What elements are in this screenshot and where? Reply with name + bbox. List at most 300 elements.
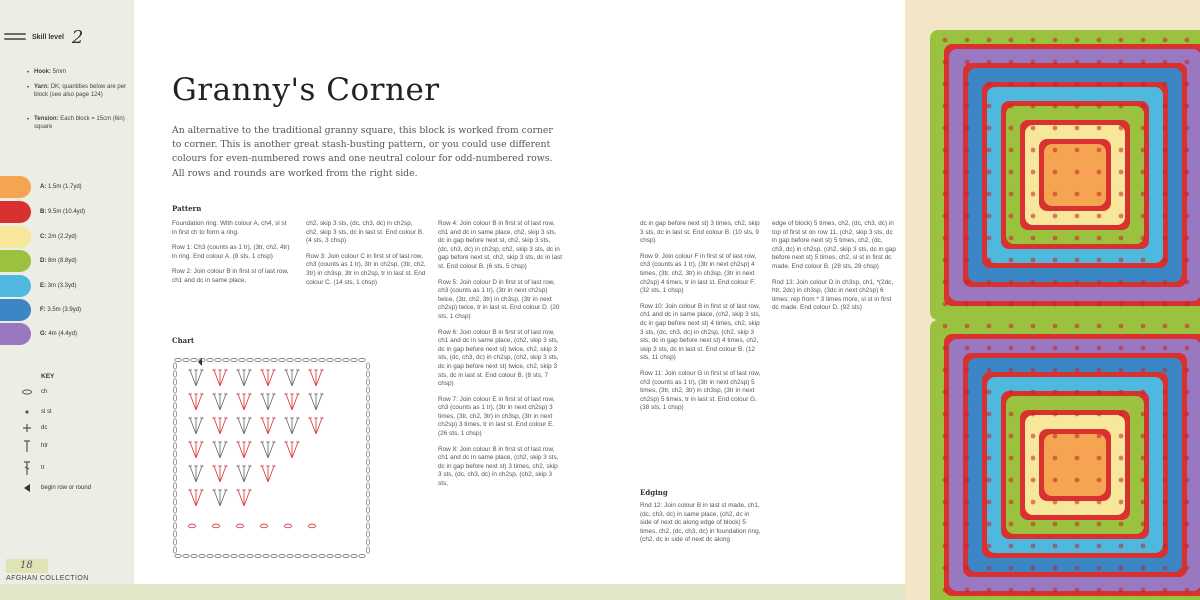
chart-chain-stitch [366, 539, 369, 545]
chart-treble-stitch [212, 490, 220, 506]
colour-swatch-row [0, 176, 134, 198]
chart-treble-stitch [292, 442, 300, 458]
photo-stitch-dot [1163, 456, 1168, 461]
photo-stitch-dot [1097, 324, 1102, 329]
chart-treble-stitch [316, 370, 324, 386]
photo-stitch-dot [1009, 148, 1014, 153]
chart-chain-stitch [366, 371, 369, 377]
photo-stitch-dot [1075, 214, 1080, 219]
photo-stitch-dot [1097, 368, 1102, 373]
chart-chain-stitch [366, 507, 369, 513]
pattern-paragraph: Row 6: Join colour B in first st of last row, ch1 and dc in same place, (ch2, skip 3 sts, dc in gap before next st) twice, ch2, skip 3 sts, (dc, ch3, dc) in ch2sp, (ch2, skip 3 sts, dc in gap before next st) twice, ch2, skip 3 sts, dc in last st. End colour B. (8 sts, 7 chsp) [438, 328, 559, 388]
photo-stitch-dot [1185, 126, 1190, 131]
photo-stitch-dot [965, 588, 970, 593]
chart-chain-stitch [173, 387, 176, 393]
colour-amount-value: 4m (4.4yd) [48, 331, 78, 337]
photo-stitch-dot [1009, 412, 1014, 417]
photo-stitch-dot [1185, 324, 1190, 329]
photo-stitch-dot [1119, 82, 1124, 87]
chart-chain-stitch [173, 451, 176, 457]
chart-treble-stitch [194, 442, 198, 458]
key-label: sl st [41, 409, 52, 415]
colour-swatch [0, 176, 31, 198]
chart-treble-stitch [308, 370, 316, 386]
photo-stitch-dot [1119, 434, 1124, 439]
chart-chain-stitch [287, 358, 293, 361]
photo-stitch-dot [1097, 170, 1102, 175]
photo-stitch-dot [965, 412, 970, 417]
htr-icon [18, 440, 36, 452]
photo-stitch-dot [1009, 38, 1014, 43]
chart-chain-stitch [263, 358, 269, 361]
photo-stitch-dot [1009, 346, 1014, 351]
photo-stitch-dot [1031, 478, 1036, 483]
photo-stitch-dot [943, 346, 948, 351]
colour-swatch [0, 250, 31, 272]
photo-stitch-dot [1119, 170, 1124, 175]
photo-stitch-dot [1075, 544, 1080, 549]
chart-chain-stitch [359, 358, 365, 361]
photo-stitch-dot [943, 60, 948, 65]
photo-stitch-dot [965, 236, 970, 241]
chart-treble-stitch [284, 442, 292, 458]
chart-treble-stitch [196, 490, 204, 506]
chart-treble-stitch [212, 370, 220, 386]
photo-stitch-dot [1141, 390, 1146, 395]
chart-treble-stitch [314, 394, 318, 410]
photo-stitch-dot [965, 148, 970, 153]
pattern-paragraph: Row 5: Join colour D in first st of last row, ch3 (counts as 1 tr), (3tr in next ch2sp) twice, (3tr, ch2, 3tr) in ch3sp, (3tr in next ch2sp) twice, tr in last st. End colour D. (20 sts, 1 chsp) [438, 278, 560, 320]
chart-chain-stitch [319, 554, 325, 557]
pattern-column-3 [438, 220, 562, 496]
chart-chain-stitch [366, 523, 369, 529]
chart-treble-stitch [244, 370, 252, 386]
photo-stitch-dot [1141, 38, 1146, 43]
chart-treble-stitch [236, 442, 244, 458]
hook-label: Hook: [34, 69, 51, 75]
chart-treble-stitch [242, 370, 246, 386]
chart-treble-stitch [220, 490, 228, 506]
colour-swatch [0, 226, 31, 248]
hook-info [27, 69, 130, 77]
colour-swatch-row [0, 226, 134, 248]
photo-stitch-dot [943, 192, 948, 197]
photo-stitch-dot [1075, 478, 1080, 483]
chart-treble-stitch [212, 418, 220, 434]
chart-chain-stitch [191, 554, 197, 557]
photo-stitch-dot [1053, 258, 1058, 263]
photo-stitch-dot [1031, 280, 1036, 285]
chart-treble-stitch [268, 370, 276, 386]
photo-stitch-dot [1119, 38, 1124, 43]
photo-stitch-dot [1185, 544, 1190, 549]
photo-stitch-dot [1053, 390, 1058, 395]
photo-stitch-dot [1119, 60, 1124, 65]
colour-swatch [0, 323, 31, 345]
photo-stitch-dot [1009, 566, 1014, 571]
chart-heading: Chart [172, 336, 195, 345]
photo-stitch-dot [1009, 522, 1014, 527]
photo-stitch-dot [943, 588, 948, 593]
colour-swatch-row [0, 299, 134, 321]
crochet-chart-diagram [172, 356, 372, 562]
chart-treble-stitch [220, 466, 228, 482]
chart-treble-stitch [268, 418, 276, 434]
photo-stitch-dot [1185, 368, 1190, 373]
photo-stitch-dot [1075, 236, 1080, 241]
chart-treble-stitch [244, 442, 252, 458]
colour-letter: A: [40, 184, 48, 190]
skill-level [4, 26, 83, 48]
colour-amount-value: 3.5m (3.9yd) [47, 307, 82, 313]
chart-chain-stitch [173, 531, 176, 537]
photo-stitch-dot [1185, 522, 1190, 527]
chart-chain-stitch [366, 467, 369, 473]
photo-stitch-dot [965, 82, 970, 87]
photo-stitch-dot [987, 82, 992, 87]
photo-stitch-dot [1031, 126, 1036, 131]
chart-treble-stitch [268, 394, 276, 410]
photo-stitch-dot [1053, 148, 1058, 153]
chart-treble-stitch [220, 418, 228, 434]
photo-stitch-dot [1097, 390, 1102, 395]
photo-stitch-dot [1185, 104, 1190, 109]
chart-chain-stitch [183, 554, 189, 557]
photo-stitch-dot [1053, 478, 1058, 483]
photo-stitch-dot [1075, 38, 1080, 43]
photo-stitch-dot [1031, 82, 1036, 87]
chart-chain-stitch [255, 358, 261, 361]
photo-stitch-dot [987, 258, 992, 263]
chart-treble-stitch [290, 442, 294, 458]
photo-stitch-dot [1163, 104, 1168, 109]
photo-stitch-dot [1141, 478, 1146, 483]
photo-stitch-dot [1097, 412, 1102, 417]
photo-stitch-dot [1009, 236, 1014, 241]
photo-stitch-dot [1163, 214, 1168, 219]
photo-stitch-dot [1141, 522, 1146, 527]
chart-chain-stitch [351, 358, 357, 361]
photo-stitch-dot [987, 60, 992, 65]
photo-stitch-dot [1053, 126, 1058, 131]
photo-stitch-dot [987, 148, 992, 153]
photo-stitch-dot [1141, 60, 1146, 65]
photo-stitch-dot [1009, 214, 1014, 219]
photo-stitch-dot [1009, 60, 1014, 65]
chart-chain-stitch [183, 358, 189, 361]
photo-stitch-dot [965, 390, 970, 395]
photo-stitch-dot [1141, 346, 1146, 351]
photo-stitch-dot [1053, 38, 1058, 43]
photo-stitch-dot [1141, 192, 1146, 197]
bottom-band [0, 584, 905, 600]
key-item [18, 482, 134, 494]
chart-treble-stitch [244, 418, 252, 434]
chart-treble-stitch [314, 370, 318, 386]
photo-stitch-dot [1053, 566, 1058, 571]
chart-treble-stitch [212, 442, 220, 458]
chart-chain-stitch [199, 554, 205, 557]
chart-treble-stitch [308, 418, 316, 434]
photo-stitch-dot [1163, 346, 1168, 351]
chart-chain-stitch [237, 524, 244, 528]
photo-stitch-dot [943, 302, 948, 307]
chart-chain-stitch [279, 554, 285, 557]
tension-value: Each block = 15cm (6in) square [34, 116, 125, 130]
photo-stitch-dot [987, 412, 992, 417]
photo-stitch-dot [987, 368, 992, 373]
photo-stitch-dot [1097, 280, 1102, 285]
chart-chain-stitch [366, 427, 369, 433]
photo-stitch-dot [987, 544, 992, 549]
chart-treble-stitch [212, 466, 220, 482]
photo-stitch-dot [943, 236, 948, 241]
photo-stitch-dot [1053, 302, 1058, 307]
photo-stitch-dot [943, 258, 948, 263]
pattern-paragraph: Foundation ring: With colour A, ch4, sl st in first ch to form a ring. [172, 220, 287, 236]
photo-stitch-dot [943, 566, 948, 571]
chart-chain-stitch [366, 411, 369, 417]
photo-stitch-dot [1075, 302, 1080, 307]
photo-stitch-dot [1119, 522, 1124, 527]
chart-chain-stitch [175, 554, 181, 557]
chart-treble-stitch [266, 370, 270, 386]
chart-treble-stitch [188, 418, 196, 434]
photo-stitch-dot [1031, 390, 1036, 395]
photo-stitch-dot [1185, 82, 1190, 87]
photo-stitch-dot [1185, 412, 1190, 417]
photo-stitch-dot [965, 478, 970, 483]
photo-stitch-dot [1141, 170, 1146, 175]
photo-stitch-dot [1185, 170, 1190, 175]
photo-stitch-dot [1163, 324, 1168, 329]
bullet-icon: • [27, 85, 30, 91]
info-sidebar [0, 0, 134, 584]
chart-treble-stitch [260, 466, 268, 482]
photo-stitch-dot [1119, 236, 1124, 241]
photo-stitch-dot [1031, 302, 1036, 307]
photo-stitch-dot [1031, 368, 1036, 373]
photo-stitch-dot [965, 38, 970, 43]
photo-stitch-dot [1119, 214, 1124, 219]
chart-chain-stitch [271, 554, 277, 557]
photo-stitch-dot [1141, 500, 1146, 505]
photo-stitch-dot [943, 126, 948, 131]
photo-stitch-dot [1163, 500, 1168, 505]
photo-stitch-dot [1009, 368, 1014, 373]
photo-stitch-dot [1119, 346, 1124, 351]
hook-value: 5mm [52, 69, 67, 75]
chart-treble-stitch [316, 418, 324, 434]
photo-stitch-dot [1185, 566, 1190, 571]
chart-treble-stitch [220, 442, 228, 458]
photo-stitch-dot [1097, 82, 1102, 87]
photo-stitch-dot [965, 434, 970, 439]
photo-stitch-dot [987, 302, 992, 307]
colour-amount-value: 3m (3.3yd) [47, 283, 77, 289]
chart-chain-stitch [173, 507, 176, 513]
key-item [18, 422, 134, 434]
photo-yarn-round [1044, 144, 1106, 206]
bullet-icon: • [27, 117, 30, 123]
photo-stitch-dot [1185, 280, 1190, 285]
key-label: tr [41, 465, 45, 471]
photo-stitch-dot [1185, 192, 1190, 197]
photo-stitch-dot [965, 368, 970, 373]
photo-stitch-dot [1031, 170, 1036, 175]
pattern-column-2 [306, 220, 426, 294]
photo-stitch-dot [1141, 148, 1146, 153]
colour-amount [40, 307, 81, 313]
chart-chain-stitch [173, 459, 176, 465]
chart-treble-stitch [236, 370, 244, 386]
chart-chain-stitch [366, 531, 369, 537]
photo-stitch-dot [987, 104, 992, 109]
chart-treble-stitch [292, 418, 300, 434]
photo-stitch-dot [943, 82, 948, 87]
photo-stitch-dot [1075, 588, 1080, 593]
photo-stitch-dot [1141, 126, 1146, 131]
chart-chain-stitch [173, 491, 176, 497]
photo-stitch-dot [1119, 258, 1124, 263]
chart-treble-stitch [244, 466, 252, 482]
photo-stitch-dot [1163, 148, 1168, 153]
chart-chain-stitch [261, 524, 268, 528]
chart-treble-stitch [188, 442, 196, 458]
photo-yarn-round [1044, 434, 1106, 496]
chart-chain-stitch [191, 358, 197, 361]
chart-treble-stitch [290, 418, 294, 434]
photo-stitch-dot [1053, 104, 1058, 109]
photo-stitch-dot [987, 346, 992, 351]
photo-stitch-dot [1075, 522, 1080, 527]
colour-swatch-row [0, 250, 134, 272]
photo-stitch-dot [1097, 346, 1102, 351]
photo-stitch-dot [1009, 588, 1014, 593]
photo-stitch-dot [1053, 456, 1058, 461]
photo-stitch-dot [1185, 236, 1190, 241]
photo-stitch-dot [1053, 170, 1058, 175]
photo-stitch-dot [1119, 412, 1124, 417]
chart-chain-stitch [366, 443, 369, 449]
photo-stitch-dot [1009, 544, 1014, 549]
photo-stitch-dot [987, 170, 992, 175]
colour-letter: E: [40, 283, 48, 289]
pattern-paragraph: Row 4: Join colour B in first st of last row, ch1 and dc in same place, ch2, skip 3 sts, dc in gap before next st, ch2, skip 3 sts, (dc, ch3, dc) in ch2sp, ch2, skip 3 sts, dc in gap before next st, ch2, skip 3 sts, dc in last st. End colour B. (6 sts, 5 chsp) [438, 220, 562, 270]
photo-stitch-dot [943, 544, 948, 549]
chart-chain-stitch [247, 554, 253, 557]
key-item [18, 406, 134, 418]
chart-treble-stitch [268, 442, 276, 458]
photo-stitch-dot [1009, 324, 1014, 329]
photo-stitch-dot [987, 500, 992, 505]
crochet-block-photo [905, 0, 1200, 600]
chart-treble-stitch [220, 394, 228, 410]
chart-treble-stitch [212, 394, 220, 410]
pattern-paragraph: Row 3: Join colour C in first st of last row, ch3 (counts as 1 tr), 3tr in ch2sp, (3tr, ch2, 3tr) in ch3sp, 3tr in ch2sp, tr in last st. End colour C. (14 sts, 1 chsp) [306, 252, 426, 286]
photo-stitch-dot [1163, 38, 1168, 43]
photo-stitch-dot [1053, 280, 1058, 285]
chart-chain-stitch [287, 554, 293, 557]
chart-chain-stitch [319, 358, 325, 361]
chart-chain-stitch [295, 358, 301, 361]
photo-stitch-dot [1009, 192, 1014, 197]
photo-stitch-dot [1163, 566, 1168, 571]
chart-chain-stitch [263, 554, 269, 557]
photo-stitch-dot [1031, 258, 1036, 263]
photo-stitch-dot [943, 104, 948, 109]
colour-swatch [0, 275, 31, 297]
photo-stitch-dot [987, 236, 992, 241]
photo-stitch-dot [1075, 566, 1080, 571]
photo-stitch-dot [943, 412, 948, 417]
chart-chain-stitch [351, 554, 357, 557]
chart-treble-stitch [236, 418, 244, 434]
photo-stitch-dot [1097, 60, 1102, 65]
chart-chain-stitch [366, 515, 369, 521]
colour-swatch [0, 299, 31, 321]
chart-treble-stitch [188, 394, 196, 410]
photo-stitch-dot [987, 588, 992, 593]
page-title: Granny's Corner [172, 72, 440, 108]
photo-stitch-dot [1031, 566, 1036, 571]
photo-stitch-dot [943, 478, 948, 483]
photo-stitch-dot [1009, 390, 1014, 395]
pattern-paragraph: Rnd 13: Join colour D in ch3sp, ch1, *(2dc, htr, 2dc) in ch3sp, (3dc in next ch2sp) 6 times; rep from * 3 times more, sl st in first dc made. End colour D. (92 sts) [772, 278, 894, 312]
photo-stitch-dot [943, 324, 948, 329]
photo-stitch-dot [1119, 390, 1124, 395]
photo-stitch-dot [943, 522, 948, 527]
photo-stitch-dot [1141, 280, 1146, 285]
photo-stitch-dot [1163, 258, 1168, 263]
photo-stitch-dot [1031, 38, 1036, 43]
pattern-paragraph: Row 9: Join colour F in first st of last row, ch3 (counts as 1 tr), (3tr in next ch2sp) 4 times, (3tr, ch2, 3tr) in ch3sp, (3tr in next ch2sp) 4 times, tr in last st. End colour F. (32 sts, 1 chsp) [640, 252, 757, 295]
intro-paragraph: An alternative to the traditional granny square, this block is worked from corner to corner. This is another great stash-busting pattern, or you could use different colours for even-numbered rows and one neutral colour for odd-numbered rows. All rows and rounds are worked from the right side. [172, 125, 553, 179]
chart-treble-stitch [196, 370, 204, 386]
chart-chain-stitch [366, 499, 369, 505]
chart-chain-stitch [366, 435, 369, 441]
chart-chain-stitch [175, 358, 181, 361]
photo-stitch-dot [1119, 280, 1124, 285]
chart-treble-stitch [244, 490, 252, 506]
chart-chain-stitch [173, 427, 176, 433]
chart-treble-stitch [268, 466, 276, 482]
chart-chain-stitch [213, 524, 220, 528]
photo-stitch-dot [1097, 544, 1102, 549]
photo-stitch-dot [1053, 434, 1058, 439]
colour-letter: B: [40, 209, 48, 215]
photo-stitch-dot [1053, 192, 1058, 197]
photo-stitch-dot [965, 566, 970, 571]
chart-chain-stitch [173, 515, 176, 521]
photo-stitch-dot [1119, 478, 1124, 483]
photo-stitch-dot [1031, 412, 1036, 417]
chart-chain-stitch [311, 358, 317, 361]
chart-chain-stitch [285, 524, 292, 528]
colour-amount [40, 184, 82, 190]
chart-chain-stitch [207, 554, 213, 557]
dc-icon [18, 422, 36, 434]
photo-stitch-dot [1097, 38, 1102, 43]
photo-stitch-dot [1163, 478, 1168, 483]
photo-stitch-dot [1009, 456, 1014, 461]
photo-stitch-dot [1163, 170, 1168, 175]
key-label: dc [41, 425, 48, 431]
chart-treble-stitch [266, 466, 270, 482]
colour-amount [40, 331, 77, 337]
photo-stitch-dot [1185, 390, 1190, 395]
photo-stitch-dot [987, 38, 992, 43]
